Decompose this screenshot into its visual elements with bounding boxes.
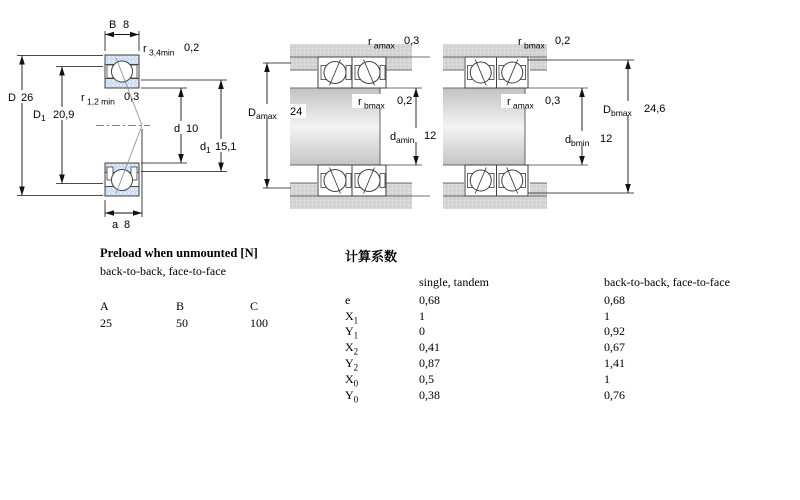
dim-r34 — [143, 42, 199, 58]
svg-text:1,2 min: 1,2 min — [87, 96, 115, 107]
bearing-box — [352, 57, 386, 88]
mounted-pair-drawing-a — [246, 35, 440, 209]
factor-value: 0 — [419, 324, 425, 339]
bearing-drawings — [0, 0, 800, 240]
svg-text:12: 12 — [600, 133, 613, 145]
dim-r12 — [81, 91, 139, 107]
svg-text:bmax: bmax — [524, 40, 545, 51]
svg-text:amin: amin — [396, 135, 415, 145]
factors-col2-header: back-to-back, face-to-face — [604, 275, 730, 289]
factor-value: 1 — [604, 308, 610, 323]
svg-text:0,2: 0,2 — [555, 35, 571, 47]
dim-D — [5, 56, 103, 196]
factors-title: 计算系数 — [345, 249, 398, 264]
factor-symbol: e — [345, 292, 351, 307]
factors-row — [345, 309, 765, 325]
factor-value: 0,68 — [604, 292, 625, 307]
svg-text:r: r — [81, 92, 85, 104]
svg-text:10: 10 — [186, 123, 199, 135]
svg-text:D: D — [33, 109, 41, 121]
svg-text:amax: amax — [374, 40, 395, 51]
factor-symbol: $X_1$ — [345, 308, 359, 325]
dim-D1 — [31, 67, 103, 184]
svg-text:0,3: 0,3 — [545, 95, 561, 107]
factor-symbol: $Y_1$ — [345, 324, 359, 341]
factor-value: 0,5 — [419, 371, 434, 386]
factor-value: 0,38 — [419, 387, 440, 402]
svg-text:0,2: 0,2 — [397, 95, 413, 107]
svg-text:r: r — [368, 36, 372, 48]
svg-text:3,4min: 3,4min — [149, 47, 175, 58]
bearing-box — [497, 57, 529, 88]
svg-text:D: D — [603, 104, 611, 116]
svg-text:0,3: 0,3 — [124, 91, 140, 103]
dim-B-label: B — [109, 19, 117, 31]
svg-text:a: a — [112, 219, 119, 231]
svg-text:20,9: 20,9 — [53, 109, 75, 121]
bearing-box — [465, 165, 497, 196]
factors-col1-header: single, tandem — [419, 275, 489, 289]
factor-symbol: $X_2$ — [345, 340, 359, 357]
bearing-box — [497, 165, 529, 196]
bearing-box — [318, 57, 352, 88]
preload-grid — [100, 299, 330, 331]
factor-value: 0,41 — [419, 340, 440, 355]
factors-row — [345, 324, 765, 340]
preload-col-header: C — [250, 299, 259, 313]
svg-text:0,2: 0,2 — [184, 42, 200, 54]
factor-symbol: $Y_0$ — [345, 387, 359, 404]
svg-text:r: r — [143, 43, 147, 55]
preload-title: Preload when unmounted [N] — [100, 246, 258, 260]
svg-text:1: 1 — [41, 113, 46, 123]
svg-text:D: D — [248, 107, 256, 119]
svg-text:1: 1 — [206, 145, 211, 155]
dim-dbmin — [561, 88, 613, 165]
bearing-box — [465, 57, 497, 88]
svg-text:15,1: 15,1 — [215, 141, 237, 153]
factors-row — [345, 293, 765, 309]
factor-value: 1 — [419, 308, 425, 323]
svg-text:amax: amax — [513, 100, 534, 111]
ball — [112, 170, 133, 191]
svg-text:8: 8 — [123, 19, 130, 31]
preload-col-header: A — [100, 299, 109, 313]
factor-value: 0,68 — [419, 292, 440, 307]
ball — [112, 61, 133, 82]
svg-text:0,3: 0,3 — [404, 35, 420, 47]
factors-row — [345, 356, 765, 372]
svg-text:d: d — [200, 141, 207, 153]
preload-value: 50 — [176, 316, 188, 330]
svg-text:d: d — [565, 134, 572, 146]
factors-row — [345, 388, 765, 404]
svg-text:r: r — [358, 96, 362, 108]
factors-header-row — [345, 275, 765, 291]
svg-text:8: 8 — [124, 219, 131, 231]
preload-value: 100 — [250, 316, 268, 330]
factor-symbol: $Y_2$ — [345, 355, 359, 373]
dim-rbmax-b — [518, 35, 570, 51]
calculation-factors-table — [345, 246, 765, 403]
factor-value: 0,87 — [419, 355, 440, 370]
factor-value: 0,76 — [604, 387, 625, 402]
svg-text:26: 26 — [21, 92, 34, 104]
factor-value: 1 — [604, 371, 610, 386]
bearing-box — [318, 165, 352, 196]
svg-text:d: d — [174, 123, 181, 135]
factor-value: 0,92 — [604, 324, 625, 339]
single-bearing-drawing — [5, 19, 244, 231]
svg-text:12: 12 — [424, 130, 437, 142]
dim-B — [105, 19, 139, 51]
svg-text:r: r — [518, 36, 522, 48]
preload-value: 25 — [100, 316, 112, 330]
preload-col-header: B — [176, 299, 185, 313]
factors-row — [345, 372, 765, 388]
svg-text:r: r — [507, 96, 511, 108]
svg-text:d: d — [390, 131, 397, 143]
factor-symbol: $X_0$ — [345, 371, 359, 389]
dim-Dbmax — [528, 60, 668, 193]
factor-value: 1,41 — [604, 355, 625, 370]
bearing-box — [352, 165, 386, 196]
dim-a — [105, 200, 142, 231]
preload-subtitle: back-to-back, face-to-face — [100, 264, 226, 278]
svg-text:D: D — [8, 92, 16, 104]
factors-row — [345, 340, 765, 356]
preload-table — [100, 246, 330, 331]
factor-value: 0,67 — [604, 340, 625, 355]
svg-text:24: 24 — [290, 106, 303, 118]
svg-text:amax: amax — [256, 111, 277, 121]
svg-text:24,6: 24,6 — [644, 103, 666, 115]
svg-text:bmax: bmax — [611, 108, 632, 118]
svg-text:bmax: bmax — [364, 100, 385, 111]
mounted-pair-drawing-b — [443, 35, 668, 209]
svg-text:bmin: bmin — [571, 138, 590, 148]
